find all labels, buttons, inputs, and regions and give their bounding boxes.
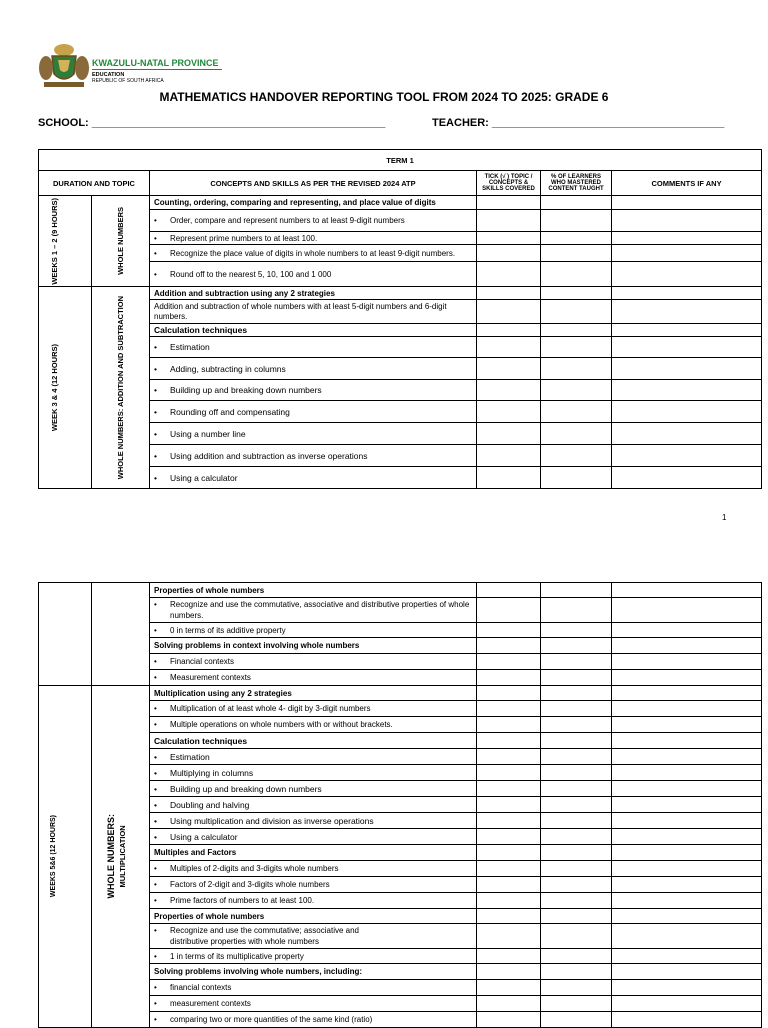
row-text: Estimation xyxy=(170,342,210,352)
tick-cell[interactable] xyxy=(477,781,541,797)
tick-cell[interactable] xyxy=(477,813,541,829)
percent-cell[interactable] xyxy=(541,980,612,996)
table-row: • Recognize the place value of digits in whole numbers to at least 9-digit numbers. xyxy=(150,245,477,262)
tick-cell[interactable] xyxy=(477,445,541,467)
percent-cell[interactable] xyxy=(541,300,612,324)
row-text: Calculation techniques xyxy=(154,325,248,335)
percent-cell[interactable] xyxy=(541,845,612,861)
table-row: • 0 in terms of its additive property xyxy=(150,623,477,638)
comment-cell[interactable] xyxy=(612,765,762,781)
table-row xyxy=(150,638,477,654)
tick-cell[interactable] xyxy=(477,749,541,765)
percent-cell[interactable] xyxy=(541,445,612,467)
tick-cell[interactable] xyxy=(477,686,541,701)
table-row: • Multiplication of at least whole 4- digit by 3-digit numbers xyxy=(150,701,477,717)
comment-cell[interactable] xyxy=(612,638,762,654)
percent-cell[interactable] xyxy=(541,701,612,717)
percent-cell[interactable] xyxy=(541,210,612,232)
group2-topic: WHOLE NUMBERS: ADDITION AND SUBTRACTION xyxy=(116,295,125,480)
table-row: • Multiplying in columns xyxy=(150,765,477,781)
row-text: Estimation xyxy=(170,751,210,762)
tick-cell[interactable] xyxy=(477,980,541,996)
row-text: Multiplying in columns xyxy=(170,767,254,778)
comment-cell[interactable] xyxy=(612,717,762,733)
comment-cell[interactable] xyxy=(612,924,762,949)
term1-table xyxy=(38,149,762,489)
tick-cell[interactable] xyxy=(477,196,541,210)
row-text: Order, compare and represent numbers to at least 9-digit numbers xyxy=(170,216,405,225)
row-text: Factors of 2-digit and 3-digits whole numbers xyxy=(170,880,330,889)
comment-cell[interactable] xyxy=(612,949,762,964)
table-row: • Doubling and halving xyxy=(150,797,477,813)
table-row: • Rounding off and compensating xyxy=(150,401,477,423)
comment-cell[interactable] xyxy=(612,829,762,845)
row-text: 0 in terms of its additive property xyxy=(170,625,286,635)
row-text: Prime factors of numbers to at least 100. xyxy=(170,896,315,905)
comment-cell[interactable] xyxy=(612,813,762,829)
row-text: Rounding off and compensating xyxy=(170,406,290,417)
comment-cell[interactable] xyxy=(612,337,762,358)
table-row: • 1 in terms of its multiplicative property xyxy=(150,949,477,964)
row-text: comparing two or more quantities of the same kind (ratio) xyxy=(170,1015,373,1024)
group1-duration-cell xyxy=(39,196,92,287)
percent-cell[interactable] xyxy=(541,1012,612,1028)
table-row xyxy=(150,845,477,861)
percent-cell[interactable] xyxy=(541,893,612,909)
row-text: Using a calculator xyxy=(170,831,238,842)
comment-cell[interactable] xyxy=(612,749,762,765)
table-row: • Using a number line xyxy=(150,423,477,445)
comment-cell[interactable] xyxy=(612,445,762,467)
tick-cell[interactable] xyxy=(477,964,541,980)
table-row: • Using addition and subtraction as inverse operations xyxy=(150,445,477,467)
table-row: • Factors of 2-digit and 3-digits whole numbers xyxy=(150,877,477,893)
table-row: • comparing two or more quantities of the same kind (ratio) xyxy=(150,1012,477,1028)
row-text: Multiple operations on whole numbers with or without brackets. xyxy=(170,720,393,729)
comment-cell[interactable] xyxy=(612,210,762,232)
table-row xyxy=(150,324,477,337)
row-text: Using a calculator xyxy=(170,472,238,483)
col-comments: COMMENTS IF ANY xyxy=(612,171,762,196)
row-text: Using multiplication and division as inverse operations xyxy=(170,815,374,826)
comment-cell[interactable] xyxy=(612,467,762,489)
province-divider xyxy=(92,69,222,70)
percent-cell[interactable] xyxy=(541,196,612,210)
tick-cell[interactable] xyxy=(477,467,541,489)
percent-cell[interactable] xyxy=(541,467,612,489)
comment-cell[interactable] xyxy=(612,623,762,638)
table-row: • Recognize and use the commutative; associative and distributive properties with whole numbers xyxy=(150,924,477,949)
percent-cell[interactable] xyxy=(541,765,612,781)
comment-cell[interactable] xyxy=(612,797,762,813)
row-text: Properties of whole numbers xyxy=(154,911,265,921)
row-text: Adding, subtracting in columns xyxy=(170,363,286,374)
row-text: Financial contexts xyxy=(170,657,235,666)
table-row xyxy=(150,287,477,300)
comment-cell[interactable] xyxy=(612,670,762,686)
percent-cell[interactable] xyxy=(541,686,612,701)
tick-cell[interactable] xyxy=(477,829,541,845)
group2-duration: WEEK 3 & 4 (12 HOURS) xyxy=(50,343,59,432)
table-row: • Prime factors of numbers to at least 100. xyxy=(150,893,477,909)
row-text: Solving problems in context involving whole numbers xyxy=(154,641,360,650)
table-row: • Round off to the nearest 5, 10, 100 and 1 000 xyxy=(150,262,477,287)
group1-duration: WEEKS 1 – 2 (9 HOURS) xyxy=(50,197,59,285)
comment-cell[interactable] xyxy=(612,781,762,797)
percent-cell[interactable] xyxy=(541,996,612,1012)
percent-cell[interactable] xyxy=(541,924,612,949)
table-row xyxy=(150,583,477,598)
term-heading: TERM 1 xyxy=(39,150,762,171)
percent-cell[interactable] xyxy=(541,358,612,380)
table-row: • Estimation xyxy=(150,337,477,358)
tick-cell[interactable] xyxy=(477,765,541,781)
percent-cell[interactable] xyxy=(541,598,612,623)
comment-cell[interactable] xyxy=(612,598,762,623)
row-text: Recognize and use the commutative, associative and distributive properties of whole numbers. xyxy=(170,600,470,620)
table-row: • Adding, subtracting in columns xyxy=(150,358,477,380)
comment-cell[interactable] xyxy=(612,583,762,598)
dept-name: EDUCATION xyxy=(92,72,125,78)
tick-cell[interactable] xyxy=(477,996,541,1012)
comment-cell[interactable] xyxy=(612,232,762,245)
table-row xyxy=(150,909,477,924)
comment-cell[interactable] xyxy=(612,909,762,924)
row-text: Counting, ordering, comparing and representing, and place value of digits xyxy=(154,198,436,207)
row-text: measurement contexts xyxy=(170,999,251,1008)
percent-cell[interactable] xyxy=(541,909,612,924)
percent-cell[interactable] xyxy=(541,654,612,670)
tick-cell[interactable] xyxy=(477,210,541,232)
percent-cell[interactable] xyxy=(541,670,612,686)
row-text: Building up and breaking down numbers xyxy=(170,783,322,794)
row-text: Measurement contexts xyxy=(170,673,251,682)
tick-cell[interactable] xyxy=(477,701,541,717)
school-field: SCHOOL: ________________________________________________ xyxy=(38,117,386,129)
percent-cell[interactable] xyxy=(541,401,612,423)
comment-cell[interactable] xyxy=(612,654,762,670)
comment-cell[interactable] xyxy=(612,324,762,337)
tick-cell[interactable] xyxy=(477,670,541,686)
row-text: Recognize the place value of digits in whole numbers to at least 9-digit numbers. xyxy=(170,248,456,258)
tick-cell[interactable] xyxy=(477,583,541,598)
tick-cell[interactable] xyxy=(477,1012,541,1028)
country-name: REPUBLIC OF SOUTH AFRICA xyxy=(92,78,164,84)
tick-cell[interactable] xyxy=(477,358,541,380)
group3-topic-line1: WHOLE NUMBERS: xyxy=(105,814,116,899)
row-text: Multiples and Factors xyxy=(154,848,237,857)
row-text: Addition and subtraction of whole numbers with at least 5-digit numbers and 6-digit numbers. xyxy=(154,301,447,321)
row-text: Building up and breaking down numbers xyxy=(170,385,322,395)
table-row xyxy=(150,964,477,980)
percent-cell[interactable] xyxy=(541,623,612,638)
comment-cell[interactable] xyxy=(612,893,762,909)
group3-duration: WEEKS 5&6 (12 HOURS) xyxy=(50,815,57,898)
percent-cell[interactable] xyxy=(541,749,612,765)
col-percent: % OF LEARNERS WHO MASTERED CONTENT TAUGHT xyxy=(541,171,612,196)
page-number: 1 xyxy=(722,513,727,522)
table-row xyxy=(150,300,477,324)
table-row: • Measurement contexts xyxy=(150,670,477,686)
table-row: • Using a calculator xyxy=(150,467,477,489)
table-row: • Multiple operations on whole numbers with or without brackets. xyxy=(150,717,477,733)
row-text: Addition and subtraction using any 2 strategies xyxy=(154,288,335,298)
continued-topic-cell xyxy=(92,583,150,686)
tick-cell[interactable] xyxy=(477,423,541,445)
group1-topic-cell xyxy=(92,196,150,287)
comment-cell[interactable] xyxy=(612,245,762,262)
tick-cell[interactable] xyxy=(477,733,541,749)
percent-cell[interactable] xyxy=(541,797,612,813)
row-text: Round off to the nearest 5, 10, 100 and 1 000 xyxy=(170,269,332,279)
tick-cell[interactable] xyxy=(477,232,541,245)
tick-cell[interactable] xyxy=(477,717,541,733)
tick-cell[interactable] xyxy=(477,287,541,300)
comment-cell[interactable] xyxy=(612,701,762,717)
table-row: • financial contexts xyxy=(150,980,477,996)
tick-cell[interactable] xyxy=(477,380,541,401)
comment-cell[interactable] xyxy=(612,358,762,380)
group2-topic-cell xyxy=(92,287,150,489)
percent-cell[interactable] xyxy=(541,287,612,300)
teacher-field: TEACHER: ______________________________________ xyxy=(432,117,725,129)
tick-cell[interactable] xyxy=(477,324,541,337)
percent-cell[interactable] xyxy=(541,638,612,654)
percent-cell[interactable] xyxy=(541,964,612,980)
percent-cell[interactable] xyxy=(541,583,612,598)
tick-cell[interactable] xyxy=(477,245,541,262)
group3-topic xyxy=(106,814,136,899)
tick-cell[interactable] xyxy=(477,262,541,287)
col-tick: TICK (√ ) TOPIC / CONCEPTS & SKILLS COVERED xyxy=(477,171,541,196)
percent-cell[interactable] xyxy=(541,829,612,845)
tick-cell[interactable] xyxy=(477,623,541,638)
tick-cell[interactable] xyxy=(477,654,541,670)
percent-cell[interactable] xyxy=(541,337,612,358)
row-text: Recognize and use the commutative; associative and distributive properties with whole numbers xyxy=(170,926,359,946)
table-row: • Order, compare and represent numbers to at least 9-digit numbers xyxy=(150,210,477,232)
percent-cell[interactable] xyxy=(541,861,612,877)
row-text: Solving problems involving whole numbers, including: xyxy=(154,967,363,976)
percent-cell[interactable] xyxy=(541,262,612,287)
table-row: • measurement contexts xyxy=(150,996,477,1012)
group3-topic-cell xyxy=(92,686,150,1028)
comment-cell[interactable] xyxy=(612,300,762,324)
percent-cell[interactable] xyxy=(541,781,612,797)
table-row: • Estimation xyxy=(150,749,477,765)
col-duration-topic: DURATION AND TOPIC xyxy=(39,171,150,196)
tick-cell[interactable] xyxy=(477,949,541,964)
row-text: Doubling and halving xyxy=(170,799,250,810)
col-concepts: CONCEPTS AND SKILLS AS PER THE REVISED 2024 ATP xyxy=(150,171,477,196)
table-row: • Financial contexts xyxy=(150,654,477,670)
percent-cell[interactable] xyxy=(541,813,612,829)
percent-cell[interactable] xyxy=(541,717,612,733)
row-text: Represent prime numbers to at least 100. xyxy=(170,233,318,243)
tick-cell[interactable] xyxy=(477,924,541,949)
comment-cell[interactable] xyxy=(612,980,762,996)
group2-duration-cell xyxy=(39,287,92,489)
tick-cell[interactable] xyxy=(477,401,541,423)
kzn-coat-of-arms-logo xyxy=(38,40,90,90)
comment-cell[interactable] xyxy=(612,262,762,287)
continued-duration-cell xyxy=(39,583,92,686)
table-row xyxy=(150,686,477,701)
table-row xyxy=(150,196,477,210)
table-row: • Using a calculator xyxy=(150,829,477,845)
tick-cell[interactable] xyxy=(477,638,541,654)
row-text: Calculation techniques xyxy=(154,735,248,746)
percent-cell[interactable] xyxy=(541,949,612,964)
comment-cell[interactable] xyxy=(612,877,762,893)
comment-cell[interactable] xyxy=(612,423,762,445)
table-row: • Using multiplication and division as inverse operations xyxy=(150,813,477,829)
term1-table-continued xyxy=(38,582,762,1028)
page-title: MATHEMATICS HANDOVER REPORTING TOOL FROM 2024 TO 2025: GRADE 6 xyxy=(159,90,609,104)
percent-cell[interactable] xyxy=(541,232,612,245)
percent-cell[interactable] xyxy=(541,380,612,401)
tick-cell[interactable] xyxy=(477,861,541,877)
table-row: • Recognize and use the commutative, associative and distributive properties of whole numbers. xyxy=(150,598,477,623)
group3-duration-cell xyxy=(39,686,92,1028)
comment-cell[interactable] xyxy=(612,686,762,701)
comment-cell[interactable] xyxy=(612,996,762,1012)
tick-cell[interactable] xyxy=(477,337,541,358)
row-text: 1 in terms of its multiplicative property xyxy=(170,951,304,961)
tick-cell[interactable] xyxy=(477,797,541,813)
comment-cell[interactable] xyxy=(612,861,762,877)
tick-cell[interactable] xyxy=(477,877,541,893)
province-name: KWAZULU-NATAL PROVINCE xyxy=(92,58,219,68)
comment-cell[interactable] xyxy=(612,287,762,300)
percent-cell[interactable] xyxy=(541,423,612,445)
table-row: • Multiples of 2-digits and 3-digits whole numbers xyxy=(150,861,477,877)
row-text: Multiplication using any 2 strategies xyxy=(154,688,292,698)
percent-cell[interactable] xyxy=(541,877,612,893)
row-text: financial contexts xyxy=(170,983,232,992)
group1-topic: WHOLE NUMBERS xyxy=(116,207,125,275)
table-row xyxy=(150,733,477,749)
percent-cell[interactable] xyxy=(541,324,612,337)
comment-cell[interactable] xyxy=(612,1012,762,1028)
row-text: Using a number line xyxy=(170,428,246,439)
row-text: Properties of whole numbers xyxy=(154,585,265,595)
tick-cell[interactable] xyxy=(477,598,541,623)
tick-cell[interactable] xyxy=(477,909,541,924)
tick-cell[interactable] xyxy=(477,845,541,861)
group3-topic-line2: MULTIPLICATION xyxy=(117,825,127,888)
tick-cell[interactable] xyxy=(477,300,541,324)
row-text: Multiples of 2-digits and 3-digits whole numbers xyxy=(170,864,339,873)
table-row: • Building up and breaking down numbers xyxy=(150,781,477,797)
comment-cell[interactable] xyxy=(612,964,762,980)
comment-cell[interactable] xyxy=(612,401,762,423)
comment-cell[interactable] xyxy=(612,733,762,749)
table-row: • Represent prime numbers to at least 100. xyxy=(150,232,477,245)
row-text: Multiplication of at least whole 4- digit by 3-digit numbers xyxy=(170,704,371,713)
comment-cell[interactable] xyxy=(612,196,762,210)
percent-cell[interactable] xyxy=(541,245,612,262)
comment-cell[interactable] xyxy=(612,845,762,861)
tick-cell[interactable] xyxy=(477,893,541,909)
table-row: • Building up and breaking down numbers xyxy=(150,380,477,401)
comment-cell[interactable] xyxy=(612,380,762,401)
percent-cell[interactable] xyxy=(541,733,612,749)
row-text: Using addition and subtraction as inverse operations xyxy=(170,450,368,461)
